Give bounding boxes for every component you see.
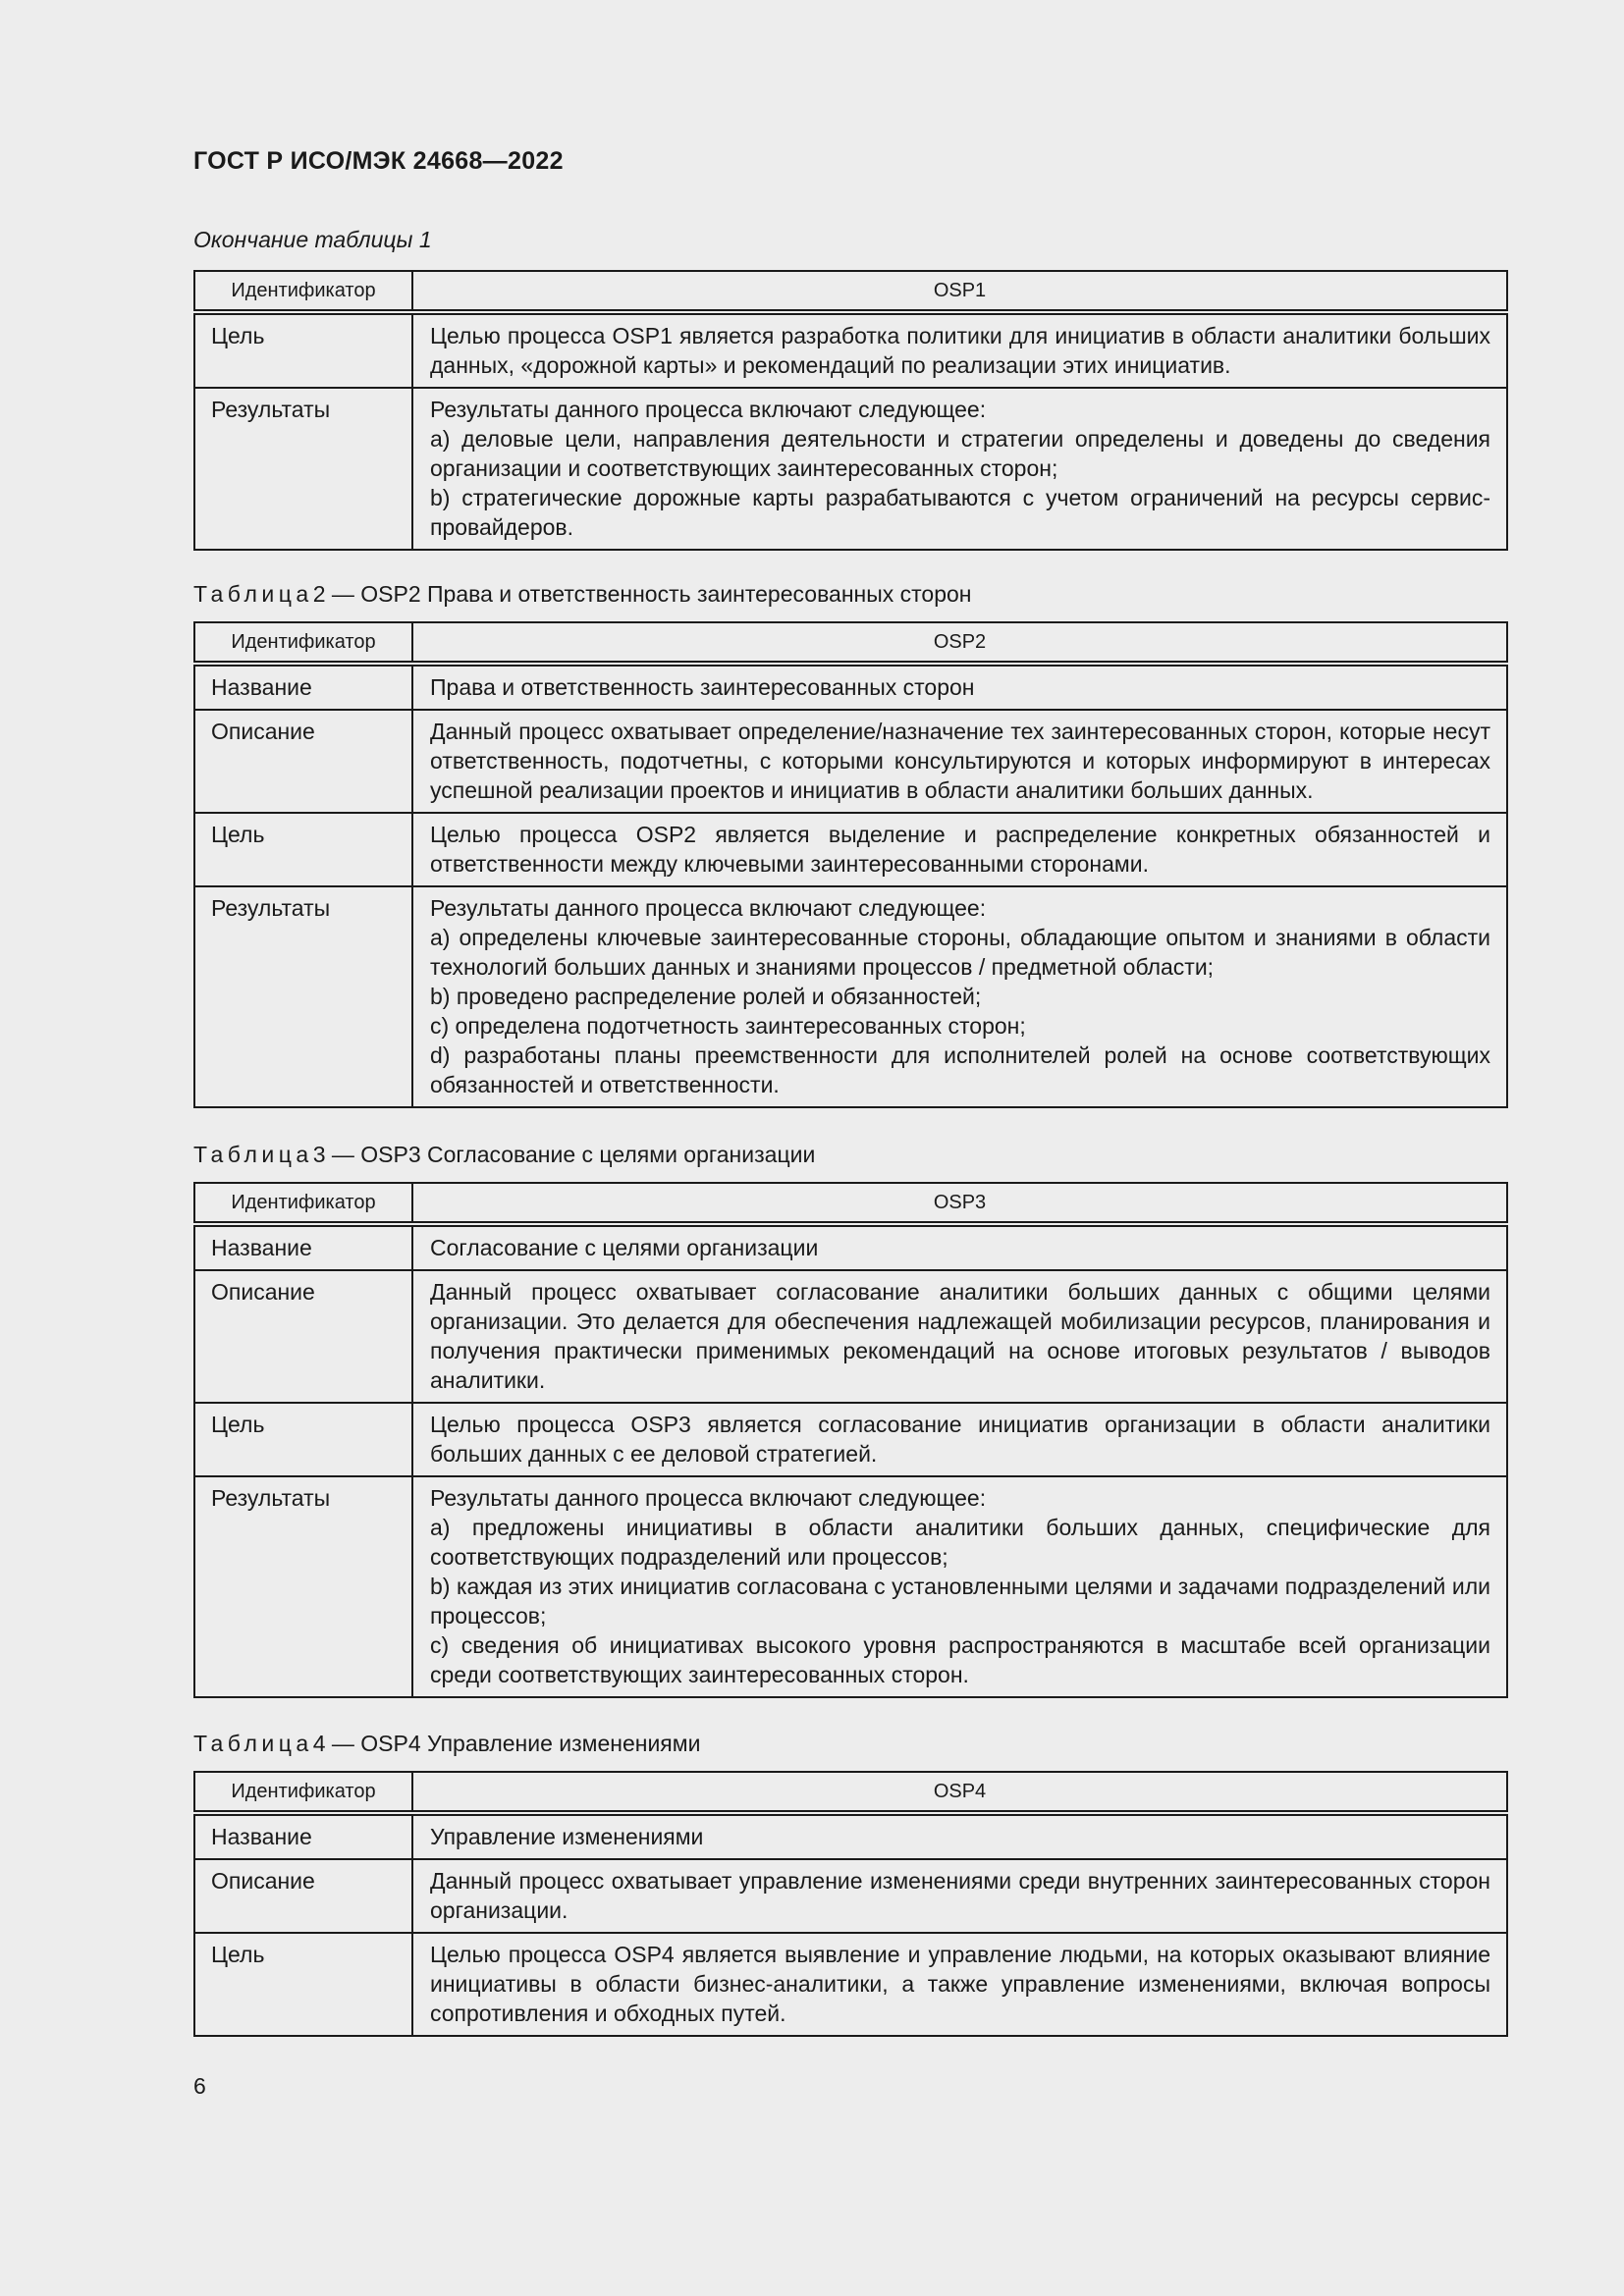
identifier-value: OSP1 xyxy=(412,271,1507,312)
identifier-value: OSP3 xyxy=(412,1183,1507,1224)
identifier-row xyxy=(194,1183,1507,1224)
row-list-item: b) каждая из этих инициатив согласована с установленными целями и задачами подразделений или процессов; xyxy=(430,1574,1490,1629)
row-label: Результаты xyxy=(194,1476,412,1697)
row-text-line: Результаты данного процесса включают следующее: xyxy=(430,895,987,921)
identifier-value: OSP2 xyxy=(412,622,1507,664)
table-osp1 xyxy=(193,270,1508,551)
row-list-item: d) разработаны планы преемственности для исполнителей ролей на основе соответствующих обязанностей и ответственности. xyxy=(430,1042,1490,1097)
row-text-line: Данный процесс охватывает определение/назначение тех заинтересованных сторон, которые несут ответственность, подотчетны, с которыми консультируются и которых информируют в интересах успешной реализации проектов и инициатив в области аналитики больших данных. xyxy=(430,719,1490,803)
row-list-item: a) определены ключевые заинтересованные стороны, обладающие опытом и знаниями в области технологий больших данных и знаниями процессов / предметной области; xyxy=(430,925,1490,980)
row-value xyxy=(412,1859,1507,1933)
row-text-line: Управление изменениями xyxy=(430,1824,704,1849)
identifier-row xyxy=(194,1772,1507,1813)
row-text-line: Целью процесса OSP1 является разработка политики для инициатив в области аналитики больших данных, «дорожной карты» и рекомендаций по реализации этих инициатив. xyxy=(430,323,1490,378)
row-list-item: b) проведено распределение ролей и обязанностей; xyxy=(430,984,982,1009)
row-label: Цель xyxy=(194,312,412,388)
row-label: Описание xyxy=(194,1270,412,1403)
row-value xyxy=(412,710,1507,813)
table-4-caption xyxy=(193,1731,700,1757)
table-row-name xyxy=(194,1813,1507,1859)
caption-text: 2 — OSP2 Права и ответственность заинтересованных сторон xyxy=(312,581,972,607)
identifier-row xyxy=(194,271,1507,312)
caption-text: 4 — OSP4 Управление изменениями xyxy=(312,1731,701,1756)
row-value xyxy=(412,1403,1507,1476)
table-row-goal xyxy=(194,1933,1507,2036)
row-label: Результаты xyxy=(194,886,412,1107)
table-osp2 xyxy=(193,621,1508,1108)
row-list-item: a) предложены инициативы в области аналитики больших данных, специфические для соответствующих подразделений или процессов; xyxy=(430,1515,1490,1570)
table-row-name xyxy=(194,1224,1507,1270)
row-text-line: Результаты данного процесса включают следующее: xyxy=(430,397,987,422)
row-label: Название xyxy=(194,1224,412,1270)
row-value xyxy=(412,1476,1507,1697)
row-label: Описание xyxy=(194,710,412,813)
row-label: Описание xyxy=(194,1859,412,1933)
table-row-results xyxy=(194,886,1507,1107)
row-text-line: Результаты данного процесса включают следующее: xyxy=(430,1485,987,1511)
row-value xyxy=(412,1224,1507,1270)
row-value xyxy=(412,388,1507,550)
row-value xyxy=(412,664,1507,710)
row-value xyxy=(412,1270,1507,1403)
identifier-value: OSP4 xyxy=(412,1772,1507,1813)
row-list-item: a) деловые цели, направления деятельности и стратегии определены и доведены до сведения организации и соответствующих заинтересованных сторон; xyxy=(430,426,1490,481)
row-label: Цель xyxy=(194,813,412,886)
caption-word: Таблица xyxy=(193,581,313,607)
table-continuation-caption: Окончание таблицы 1 xyxy=(193,227,432,252)
row-text-line: Целью процесса OSP3 является согласование инициатив организации в области аналитики больших данных с ее деловой стратегией. xyxy=(430,1412,1490,1467)
row-value xyxy=(412,886,1507,1107)
table-2-caption xyxy=(193,581,972,608)
table-row-name xyxy=(194,664,1507,710)
identifier-label: Идентификатор xyxy=(194,271,412,312)
table-osp3 xyxy=(193,1182,1508,1698)
row-text-line: Целью процесса OSP4 является выявление и управление людьми, на которых оказывают влияние инициативы в области бизнес-аналитики, а также управление изменениями, включая вопросы сопротивления и обходных путей. xyxy=(430,1942,1490,2026)
table-3-caption xyxy=(193,1142,815,1168)
row-label: Цель xyxy=(194,1933,412,2036)
row-text-line: Данный процесс охватывает управление изменениями среди внутренних заинтересованных сторон организации. xyxy=(430,1868,1490,1923)
table-row-description xyxy=(194,1859,1507,1933)
row-label: Название xyxy=(194,664,412,710)
row-value xyxy=(412,1813,1507,1859)
table-row-description xyxy=(194,710,1507,813)
table-row-goal xyxy=(194,312,1507,388)
row-value xyxy=(412,813,1507,886)
identifier-label: Идентификатор xyxy=(194,622,412,664)
row-text-line: Права и ответственность заинтересованных сторон xyxy=(430,674,975,700)
row-value xyxy=(412,312,1507,388)
table-row-results xyxy=(194,1476,1507,1697)
table-row-goal xyxy=(194,1403,1507,1476)
row-text-line: Целью процесса OSP2 является выделение и распределение конкретных обязанностей и ответственности между ключевыми заинтересованными сторонами. xyxy=(430,822,1490,877)
row-value xyxy=(412,1933,1507,2036)
table-row-results xyxy=(194,388,1507,550)
table-row-goal xyxy=(194,813,1507,886)
table-osp4 xyxy=(193,1771,1508,2037)
caption-word: Таблица xyxy=(193,1731,313,1756)
table-row-description xyxy=(194,1270,1507,1403)
document-header: ГОСТ Р ИСО/МЭК 24668—2022 xyxy=(193,147,564,175)
identifier-row xyxy=(194,622,1507,664)
identifier-label: Идентификатор xyxy=(194,1772,412,1813)
row-label: Название xyxy=(194,1813,412,1859)
row-label: Результаты xyxy=(194,388,412,550)
row-list-item: c) определена подотчетность заинтересованных сторон; xyxy=(430,1013,1026,1039)
row-label: Цель xyxy=(194,1403,412,1476)
caption-text: 3 — OSP3 Согласование с целями организации xyxy=(312,1142,816,1167)
caption-word: Таблица xyxy=(193,1142,313,1167)
page-number: 6 xyxy=(193,2073,206,2099)
identifier-label: Идентификатор xyxy=(194,1183,412,1224)
row-list-item: b) стратегические дорожные карты разрабатываются с учетом ограничений на ресурсы сервис-провайдеров. xyxy=(430,485,1490,540)
row-list-item: c) сведения об инициативах высокого уровня распространяются в масштабе всей организации среди соответствующих заинтересованных сторон. xyxy=(430,1632,1490,1687)
row-text-line: Данный процесс охватывает согласование аналитики больших данных с общими целями организации. Это делается для обеспечения надлежащей мобилизации ресурсов, планирования и получения практически применимых рекомендаций на основе итоговых результатов / выводов аналитики. xyxy=(430,1279,1490,1393)
row-text-line: Согласование с целями организации xyxy=(430,1235,819,1260)
